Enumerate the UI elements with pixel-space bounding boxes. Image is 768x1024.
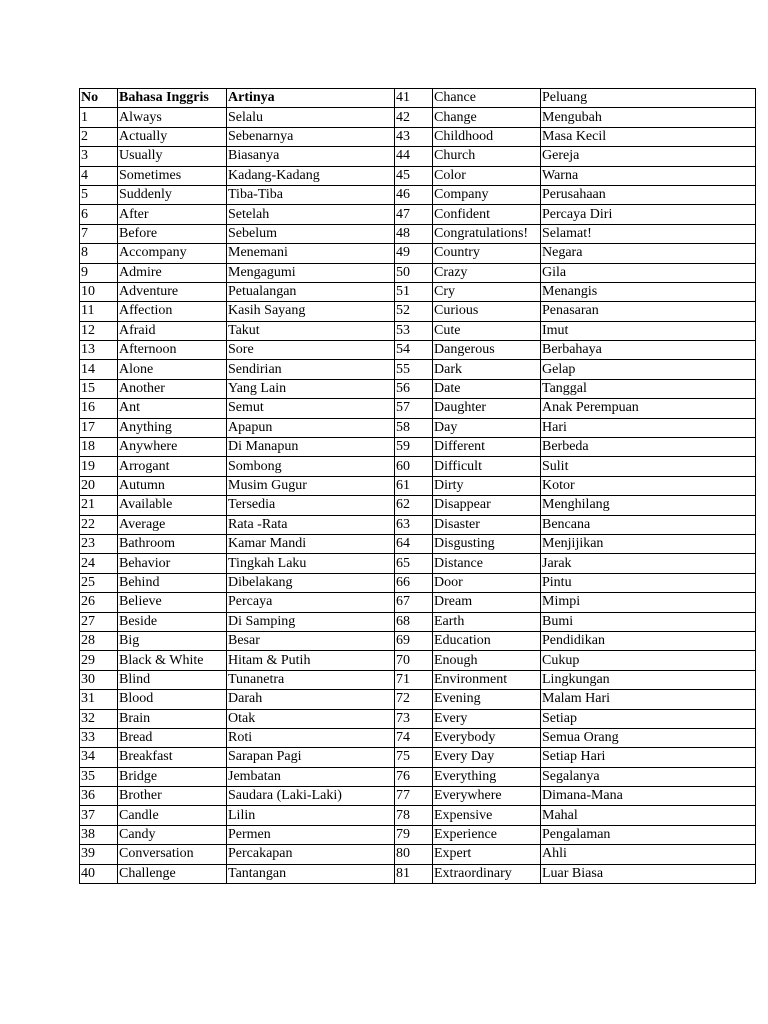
meaning-cell: Lingkungan <box>541 670 756 689</box>
meaning-cell: Sebenarnya <box>227 127 395 146</box>
meaning-cell: Tersedia <box>227 496 395 515</box>
english-word-cell: Education <box>433 631 541 650</box>
meaning-cell: Jembatan <box>227 767 395 786</box>
english-word-cell: Conversation <box>118 845 227 864</box>
row-41-english: Chance <box>433 89 541 108</box>
table-row <box>80 302 756 321</box>
meaning-cell: Mengubah <box>541 108 756 127</box>
number-cell: 30 <box>80 670 118 689</box>
english-word-cell: Sometimes <box>118 166 227 185</box>
meaning-cell: Rata -Rata <box>227 515 395 534</box>
meaning-cell: Sulit <box>541 457 756 476</box>
english-word-cell: Blind <box>118 670 227 689</box>
table-row <box>80 185 756 204</box>
meaning-cell: Besar <box>227 631 395 650</box>
meaning-cell: Roti <box>227 728 395 747</box>
english-word-cell: Expensive <box>433 806 541 825</box>
english-word-cell: Dangerous <box>433 341 541 360</box>
english-word-cell: Average <box>118 515 227 534</box>
number-cell: 62 <box>395 496 433 515</box>
row-41-meaning: Peluang <box>541 89 756 108</box>
meaning-cell: Dimana-Mana <box>541 787 756 806</box>
english-word-cell: Evening <box>433 690 541 709</box>
number-cell: 17 <box>80 418 118 437</box>
number-cell: 7 <box>80 224 118 243</box>
meaning-cell: Sebelum <box>227 224 395 243</box>
header-number: No <box>80 89 118 108</box>
meaning-cell: Musim Gugur <box>227 476 395 495</box>
meaning-cell: Jarak <box>541 554 756 573</box>
number-cell: 21 <box>80 496 118 515</box>
english-word-cell: Adventure <box>118 282 227 301</box>
english-word-cell: Cute <box>433 321 541 340</box>
meaning-cell: Otak <box>227 709 395 728</box>
number-cell: 74 <box>395 728 433 747</box>
number-cell: 27 <box>80 612 118 631</box>
number-cell: 37 <box>80 806 118 825</box>
number-cell: 63 <box>395 515 433 534</box>
meaning-cell: Kotor <box>541 476 756 495</box>
english-word-cell: Everything <box>433 767 541 786</box>
number-cell: 51 <box>395 282 433 301</box>
number-cell: 12 <box>80 321 118 340</box>
table-row <box>80 457 756 476</box>
number-cell: 2 <box>80 127 118 146</box>
meaning-cell: Sore <box>227 341 395 360</box>
english-word-cell: Everybody <box>433 728 541 747</box>
english-word-cell: Country <box>433 244 541 263</box>
english-word-cell: Beside <box>118 612 227 631</box>
number-cell: 78 <box>395 806 433 825</box>
table-row <box>80 127 756 146</box>
english-word-cell: Before <box>118 224 227 243</box>
number-cell: 20 <box>80 476 118 495</box>
table-row <box>80 515 756 534</box>
number-cell: 8 <box>80 244 118 263</box>
number-cell: 42 <box>395 108 433 127</box>
english-word-cell: Autumn <box>118 476 227 495</box>
english-word-cell: Anything <box>118 418 227 437</box>
table-row <box>80 631 756 650</box>
number-cell: 81 <box>395 864 433 883</box>
table-row <box>80 573 756 592</box>
english-word-cell: Behavior <box>118 554 227 573</box>
number-cell: 22 <box>80 515 118 534</box>
english-word-cell: Curious <box>433 302 541 321</box>
english-word-cell: Company <box>433 185 541 204</box>
number-cell: 38 <box>80 825 118 844</box>
meaning-cell: Kasih Sayang <box>227 302 395 321</box>
number-cell: 4 <box>80 166 118 185</box>
meaning-cell: Percakapan <box>227 845 395 864</box>
english-word-cell: Another <box>118 379 227 398</box>
meaning-cell: Di Manapun <box>227 438 395 457</box>
number-cell: 19 <box>80 457 118 476</box>
meaning-cell: Tiba-Tiba <box>227 185 395 204</box>
english-word-cell: Brother <box>118 787 227 806</box>
table-row <box>80 690 756 709</box>
english-word-cell: Everywhere <box>433 787 541 806</box>
number-cell: 34 <box>80 748 118 767</box>
meaning-cell: Gereja <box>541 147 756 166</box>
number-cell: 29 <box>80 651 118 670</box>
english-word-cell: Afternoon <box>118 341 227 360</box>
table-row <box>80 534 756 553</box>
table-row <box>80 845 756 864</box>
meaning-cell: Menangis <box>541 282 756 301</box>
english-word-cell: Environment <box>433 670 541 689</box>
english-word-cell: Available <box>118 496 227 515</box>
meaning-cell: Negara <box>541 244 756 263</box>
english-word-cell: Confident <box>433 205 541 224</box>
table-row <box>80 728 756 747</box>
meaning-cell: Imut <box>541 321 756 340</box>
english-word-cell: Bathroom <box>118 534 227 553</box>
english-word-cell: Difficult <box>433 457 541 476</box>
number-cell: 57 <box>395 399 433 418</box>
number-cell: 33 <box>80 728 118 747</box>
meaning-cell: Mengagumi <box>227 263 395 282</box>
number-cell: 15 <box>80 379 118 398</box>
number-cell: 9 <box>80 263 118 282</box>
number-cell: 45 <box>395 166 433 185</box>
number-cell: 50 <box>395 263 433 282</box>
english-word-cell: Childhood <box>433 127 541 146</box>
english-word-cell: Disaster <box>433 515 541 534</box>
meaning-cell: Bencana <box>541 515 756 534</box>
english-word-cell: Afraid <box>118 321 227 340</box>
number-cell: 11 <box>80 302 118 321</box>
english-word-cell: Anywhere <box>118 438 227 457</box>
meaning-cell: Anak Perempuan <box>541 399 756 418</box>
meaning-cell: Malam Hari <box>541 690 756 709</box>
number-cell: 23 <box>80 534 118 553</box>
row-41-number: 41 <box>395 89 433 108</box>
number-cell: 5 <box>80 185 118 204</box>
meaning-cell: Perusahaan <box>541 185 756 204</box>
meaning-cell: Ahli <box>541 845 756 864</box>
number-cell: 53 <box>395 321 433 340</box>
number-cell: 31 <box>80 690 118 709</box>
table-row <box>80 282 756 301</box>
english-word-cell: Disgusting <box>433 534 541 553</box>
english-word-cell: Different <box>433 438 541 457</box>
number-cell: 65 <box>395 554 433 573</box>
meaning-cell: Selamat! <box>541 224 756 243</box>
meaning-cell: Pintu <box>541 573 756 592</box>
number-cell: 47 <box>395 205 433 224</box>
meaning-cell: Yang Lain <box>227 379 395 398</box>
number-cell: 75 <box>395 748 433 767</box>
table-row <box>80 554 756 573</box>
table-row <box>80 787 756 806</box>
meaning-cell: Setelah <box>227 205 395 224</box>
number-cell: 59 <box>395 438 433 457</box>
number-cell: 58 <box>395 418 433 437</box>
vocabulary-table <box>79 88 756 884</box>
english-word-cell: Actually <box>118 127 227 146</box>
number-cell: 28 <box>80 631 118 650</box>
english-word-cell: Arrogant <box>118 457 227 476</box>
number-cell: 73 <box>395 709 433 728</box>
english-word-cell: Breakfast <box>118 748 227 767</box>
meaning-cell: Menjijikan <box>541 534 756 553</box>
meaning-cell: Hitam & Putih <box>227 651 395 670</box>
number-cell: 56 <box>395 379 433 398</box>
meaning-cell: Tunanetra <box>227 670 395 689</box>
table-row <box>80 748 756 767</box>
number-cell: 72 <box>395 690 433 709</box>
english-word-cell: Expert <box>433 845 541 864</box>
english-word-cell: Door <box>433 573 541 592</box>
meaning-cell: Gila <box>541 263 756 282</box>
table-row <box>80 244 756 263</box>
meaning-cell: Segalanya <box>541 767 756 786</box>
meaning-cell: Mahal <box>541 806 756 825</box>
table-row <box>80 670 756 689</box>
number-cell: 48 <box>395 224 433 243</box>
number-cell: 24 <box>80 554 118 573</box>
meaning-cell: Tingkah Laku <box>227 554 395 573</box>
english-word-cell: Day <box>433 418 541 437</box>
table-row <box>80 767 756 786</box>
english-word-cell: Disappear <box>433 496 541 515</box>
number-cell: 61 <box>395 476 433 495</box>
meaning-cell: Di Samping <box>227 612 395 631</box>
english-word-cell: Affection <box>118 302 227 321</box>
header-meaning: Artinya <box>227 89 395 108</box>
meaning-cell: Biasanya <box>227 147 395 166</box>
table-row <box>80 108 756 127</box>
english-word-cell: Black & White <box>118 651 227 670</box>
meaning-cell: Sendirian <box>227 360 395 379</box>
meaning-cell: Takut <box>227 321 395 340</box>
number-cell: 35 <box>80 767 118 786</box>
meaning-cell: Cukup <box>541 651 756 670</box>
table-row <box>80 864 756 883</box>
number-cell: 26 <box>80 593 118 612</box>
number-cell: 10 <box>80 282 118 301</box>
number-cell: 69 <box>395 631 433 650</box>
number-cell: 67 <box>395 593 433 612</box>
meaning-cell: Luar Biasa <box>541 864 756 883</box>
number-cell: 40 <box>80 864 118 883</box>
english-word-cell: Experience <box>433 825 541 844</box>
number-cell: 36 <box>80 787 118 806</box>
meaning-cell: Setiap <box>541 709 756 728</box>
meaning-cell: Sarapan Pagi <box>227 748 395 767</box>
meaning-cell: Sombong <box>227 457 395 476</box>
number-cell: 55 <box>395 360 433 379</box>
number-cell: 76 <box>395 767 433 786</box>
english-word-cell: Suddenly <box>118 185 227 204</box>
table-row <box>80 496 756 515</box>
table-row <box>80 224 756 243</box>
meaning-cell: Darah <box>227 690 395 709</box>
english-word-cell: Cry <box>433 282 541 301</box>
table-header-row <box>80 89 756 108</box>
meaning-cell: Saudara (Laki-Laki) <box>227 787 395 806</box>
english-word-cell: Date <box>433 379 541 398</box>
table-row <box>80 147 756 166</box>
table-row <box>80 612 756 631</box>
meaning-cell: Apapun <box>227 418 395 437</box>
number-cell: 77 <box>395 787 433 806</box>
number-cell: 79 <box>395 825 433 844</box>
meaning-cell: Pengalaman <box>541 825 756 844</box>
english-word-cell: Dark <box>433 360 541 379</box>
table-row <box>80 166 756 185</box>
meaning-cell: Kadang-Kadang <box>227 166 395 185</box>
table-row <box>80 825 756 844</box>
number-cell: 3 <box>80 147 118 166</box>
number-cell: 25 <box>80 573 118 592</box>
number-cell: 13 <box>80 341 118 360</box>
english-word-cell: Behind <box>118 573 227 592</box>
number-cell: 32 <box>80 709 118 728</box>
number-cell: 60 <box>395 457 433 476</box>
english-word-cell: Alone <box>118 360 227 379</box>
number-cell: 43 <box>395 127 433 146</box>
table-row <box>80 321 756 340</box>
english-word-cell: Big <box>118 631 227 650</box>
meaning-cell: Semua Orang <box>541 728 756 747</box>
english-word-cell: Congratulations! <box>433 224 541 243</box>
meaning-cell: Percaya Diri <box>541 205 756 224</box>
meaning-cell: Hari <box>541 418 756 437</box>
english-word-cell: Candle <box>118 806 227 825</box>
table-row <box>80 593 756 612</box>
english-word-cell: Change <box>433 108 541 127</box>
table-row <box>80 438 756 457</box>
number-cell: 6 <box>80 205 118 224</box>
meaning-cell: Warna <box>541 166 756 185</box>
meaning-cell: Berbahaya <box>541 341 756 360</box>
header-english: Bahasa Inggris <box>118 89 227 108</box>
meaning-cell: Berbeda <box>541 438 756 457</box>
english-word-cell: Church <box>433 147 541 166</box>
english-word-cell: Enough <box>433 651 541 670</box>
english-word-cell: Color <box>433 166 541 185</box>
number-cell: 39 <box>80 845 118 864</box>
meaning-cell: Permen <box>227 825 395 844</box>
english-word-cell: Bread <box>118 728 227 747</box>
english-word-cell: Challenge <box>118 864 227 883</box>
meaning-cell: Percaya <box>227 593 395 612</box>
english-word-cell: Brain <box>118 709 227 728</box>
table-row <box>80 806 756 825</box>
english-word-cell: Extraordinary <box>433 864 541 883</box>
number-cell: 52 <box>395 302 433 321</box>
english-word-cell: Believe <box>118 593 227 612</box>
vocabulary-table-body <box>80 89 756 884</box>
number-cell: 68 <box>395 612 433 631</box>
number-cell: 66 <box>395 573 433 592</box>
table-row <box>80 418 756 437</box>
english-word-cell: Admire <box>118 263 227 282</box>
meaning-cell: Penasaran <box>541 302 756 321</box>
english-word-cell: Always <box>118 108 227 127</box>
meaning-cell: Pendidikan <box>541 631 756 650</box>
meaning-cell: Petualangan <box>227 282 395 301</box>
english-word-cell: Every Day <box>433 748 541 767</box>
english-word-cell: Distance <box>433 554 541 573</box>
english-word-cell: Blood <box>118 690 227 709</box>
table-row <box>80 709 756 728</box>
english-word-cell: Crazy <box>433 263 541 282</box>
meaning-cell: Tanggal <box>541 379 756 398</box>
english-word-cell: Bridge <box>118 767 227 786</box>
english-word-cell: Earth <box>433 612 541 631</box>
english-word-cell: Usually <box>118 147 227 166</box>
english-word-cell: Daughter <box>433 399 541 418</box>
english-word-cell: Every <box>433 709 541 728</box>
meaning-cell: Menemani <box>227 244 395 263</box>
english-word-cell: Dirty <box>433 476 541 495</box>
meaning-cell: Mimpi <box>541 593 756 612</box>
number-cell: 18 <box>80 438 118 457</box>
meaning-cell: Semut <box>227 399 395 418</box>
number-cell: 54 <box>395 341 433 360</box>
meaning-cell: Masa Kecil <box>541 127 756 146</box>
number-cell: 49 <box>395 244 433 263</box>
meaning-cell: Lilin <box>227 806 395 825</box>
number-cell: 44 <box>395 147 433 166</box>
table-row <box>80 341 756 360</box>
table-row <box>80 205 756 224</box>
number-cell: 70 <box>395 651 433 670</box>
english-word-cell: Candy <box>118 825 227 844</box>
table-row <box>80 263 756 282</box>
table-row <box>80 651 756 670</box>
table-row <box>80 379 756 398</box>
number-cell: 16 <box>80 399 118 418</box>
table-row <box>80 360 756 379</box>
meaning-cell: Gelap <box>541 360 756 379</box>
english-word-cell: Ant <box>118 399 227 418</box>
meaning-cell: Dibelakang <box>227 573 395 592</box>
number-cell: 46 <box>395 185 433 204</box>
english-word-cell: Dream <box>433 593 541 612</box>
number-cell: 1 <box>80 108 118 127</box>
meaning-cell: Setiap Hari <box>541 748 756 767</box>
number-cell: 71 <box>395 670 433 689</box>
meaning-cell: Bumi <box>541 612 756 631</box>
meaning-cell: Selalu <box>227 108 395 127</box>
table-row <box>80 399 756 418</box>
english-word-cell: After <box>118 205 227 224</box>
meaning-cell: Menghilang <box>541 496 756 515</box>
english-word-cell: Accompany <box>118 244 227 263</box>
number-cell: 64 <box>395 534 433 553</box>
number-cell: 80 <box>395 845 433 864</box>
meaning-cell: Kamar Mandi <box>227 534 395 553</box>
meaning-cell: Tantangan <box>227 864 395 883</box>
number-cell: 14 <box>80 360 118 379</box>
table-row <box>80 476 756 495</box>
